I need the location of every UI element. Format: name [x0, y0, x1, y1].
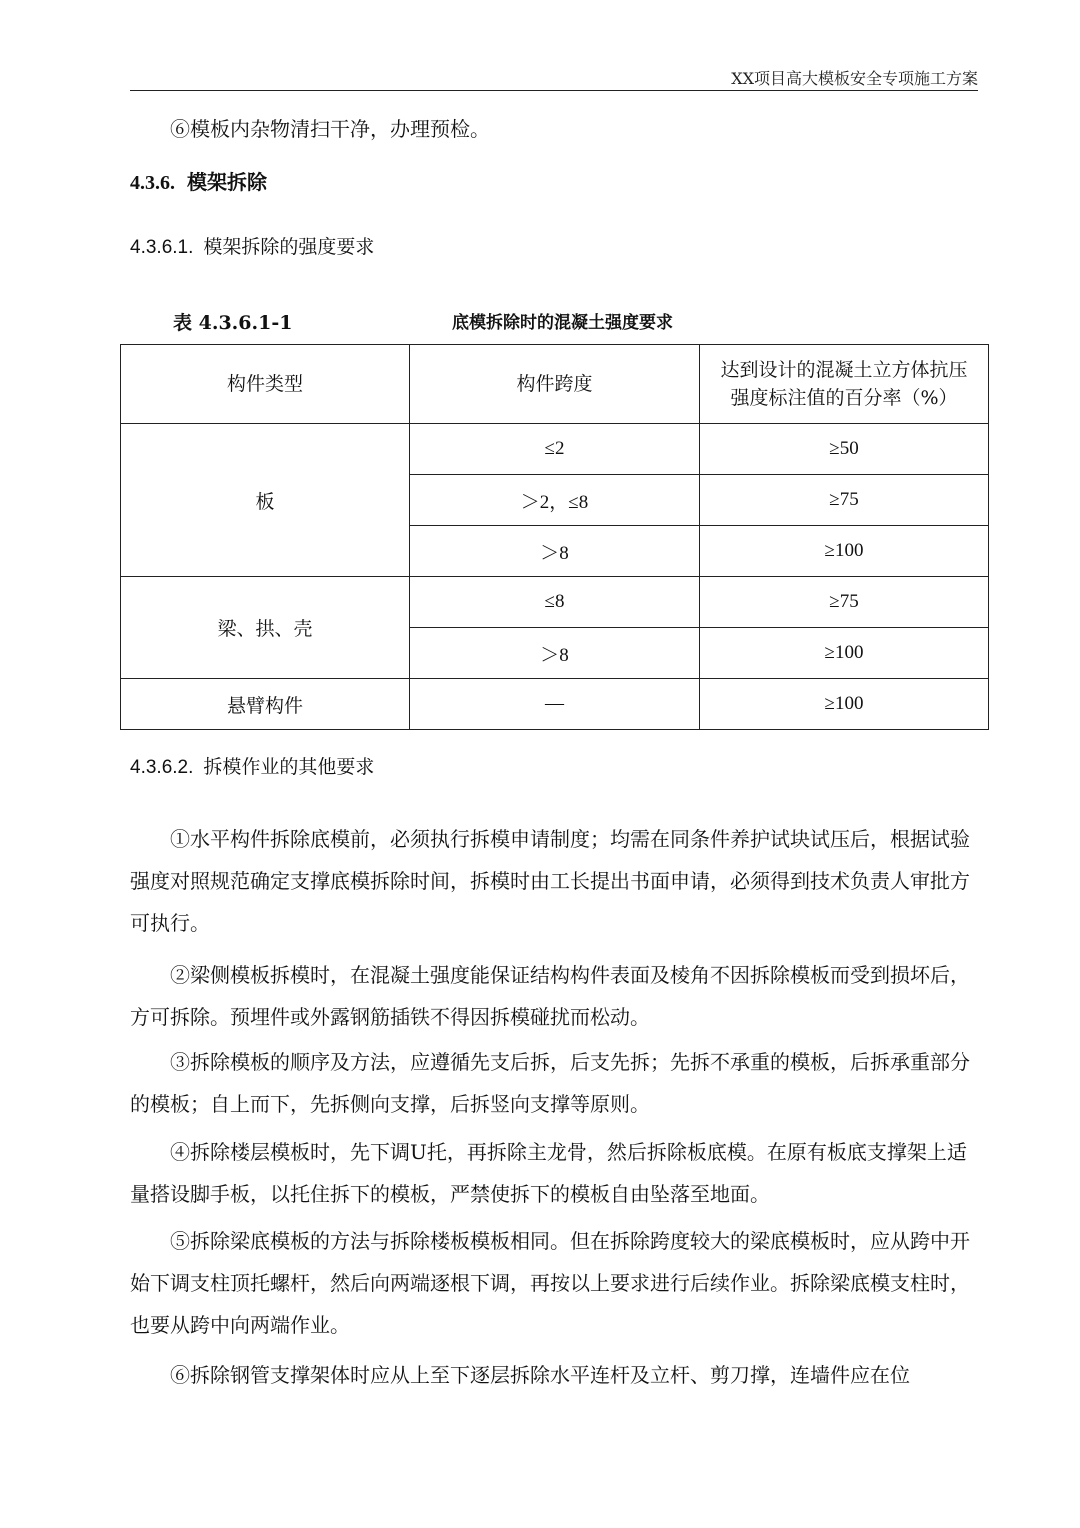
header-cell: 达到设计的混凝土立方体抗压强度标注值的百分率（%）	[700, 345, 989, 424]
paragraph-1: ①水平构件拆除底模前，必须执行拆模申请制度；均需在同条件养护试块试压后，根据试验强度对照规范确定支撑底模拆除时间，拆模时由工长提出书面申请，必须得到技术负责人审批方可执行。	[130, 827, 970, 935]
paragraph-6: ⑥拆除钢管支撑架体时应从上至下逐层拆除水平连杆及立杆、剪刀撑，连墙件应在位	[170, 1363, 910, 1387]
section-number: 4.3.6.	[130, 172, 175, 194]
paragraph-3: ③拆除模板的顺序及方法，应遵循先支后拆，后支先拆；先拆不承重的模板，后拆承重部分的模板；自上而下，先拆侧向支撑，后拆竖向支撑等原则。	[130, 1050, 970, 1116]
pct-cell: ≥100	[700, 679, 989, 730]
subsection-number-1: 4.3.6.1.	[130, 237, 194, 258]
page-header	[130, 62, 978, 91]
section-title: 模架拆除	[187, 170, 267, 194]
type-cell: 板	[121, 424, 410, 577]
span-cell: ＞8	[410, 526, 700, 577]
header-title: XX项目高大模板安全专项施工方案	[731, 69, 978, 88]
table-caption-title: 底模拆除时的混凝土强度要求	[452, 313, 673, 333]
table-row	[121, 679, 989, 730]
table-row	[121, 424, 989, 475]
span-cell: ＞8	[410, 628, 700, 679]
subsection-number-2: 4.3.6.2.	[130, 757, 194, 778]
strength-table	[120, 344, 989, 730]
table-caption-number: 表 4.3.6.1-1	[173, 312, 293, 334]
subsection-heading-2	[130, 752, 374, 779]
pct-cell: ≥75	[700, 577, 989, 628]
type-cell: 悬臂构件	[121, 679, 410, 730]
paragraph-4: ④拆除楼层模板时，先下调U托，再拆除主龙骨，然后拆除板底模。在原有板底支撑架上适量搭设脚手板，以托住拆下的模板，严禁使拆下的模板自由坠落至地面。	[130, 1140, 967, 1206]
pct-cell: ≥100	[700, 526, 989, 577]
table-row	[121, 577, 989, 628]
pct-cell: ≥100	[700, 628, 989, 679]
paragraph-5: ⑤拆除梁底模板的方法与拆除楼板模板相同。但在拆除跨度较大的梁底模板时，应从跨中开始下调支柱顶托螺杆，然后向两端逐根下调，再按以上要求进行后续作业。拆除梁底模支柱时，也要从跨中向两端作业。	[130, 1229, 970, 1337]
span-cell: ＞2，≤8	[410, 475, 700, 526]
type-cell: 梁、拱、壳	[121, 577, 410, 679]
header-cell: 构件跨度	[410, 345, 700, 424]
pct-cell: ≥75	[700, 475, 989, 526]
section-heading	[130, 166, 267, 195]
span-cell: ≤2	[410, 424, 700, 475]
span-cell: ≤8	[410, 577, 700, 628]
paragraph-2: ②梁侧模板拆模时，在混凝土强度能保证结构构件表面及棱角不因拆除模板而受到损坏后，方可拆除。预埋件或外露钢筋插铁不得因拆模碰扰而松动。	[130, 963, 970, 1029]
subsection-title-1: 模架拆除的强度要求	[203, 236, 375, 258]
header-cell: 构件类型	[121, 345, 410, 424]
table-header-row	[121, 345, 989, 424]
span-cell: —	[410, 679, 700, 730]
subsection-heading-1	[130, 232, 374, 259]
pct-cell: ≥50	[700, 424, 989, 475]
subsection-title-2: 拆模作业的其他要求	[203, 756, 375, 778]
intro-item: ⑥模板内杂物清扫干净，办理预检。	[170, 117, 490, 141]
